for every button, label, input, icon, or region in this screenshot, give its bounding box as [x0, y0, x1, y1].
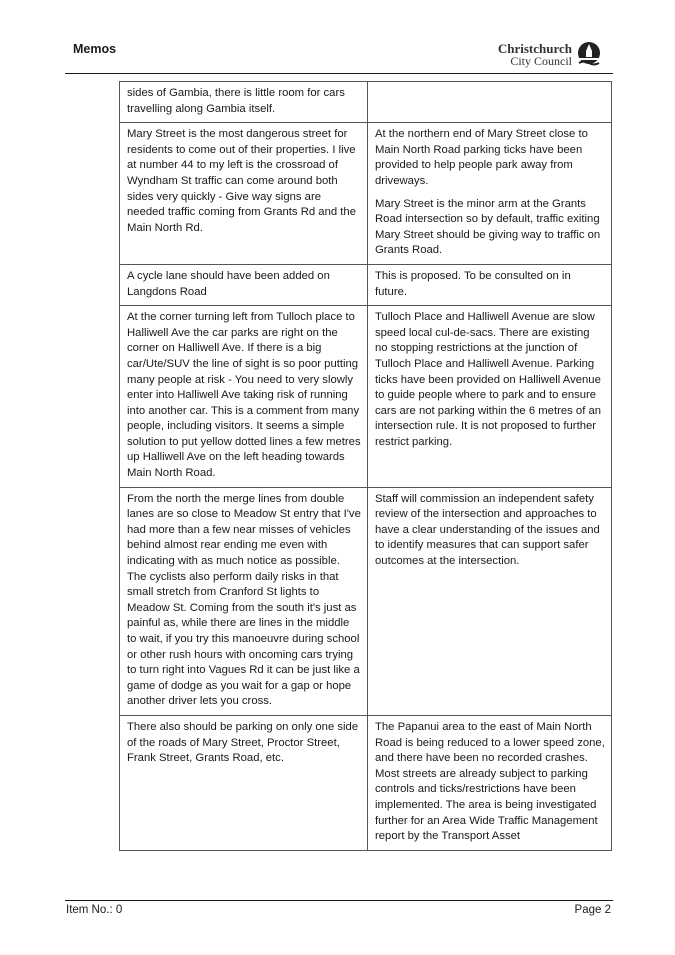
- response-paragraph: Mary Street is the minor arm at the Grants Road intersection so by default, traffic exiting Mary Street should be giving way to traffic on Grants Road.: [375, 197, 601, 257]
- table-row: [120, 264, 612, 305]
- response-paragraph: Staff will commission an independent safety review of the intersection and approaches to have a clear understanding of the issues and to identify measures that can support safer outcomes at the intersection.: [375, 492, 600, 568]
- comment-paragraph: sides of Gambia, there is little room for cars travelling along Gambia itself.: [127, 87, 345, 115]
- page-number: Page 2: [574, 904, 611, 916]
- logo-text-line2: City Council: [510, 54, 572, 68]
- submission-comment-cell: [120, 306, 368, 488]
- submission-comment-cell: [120, 715, 368, 850]
- comment-paragraph: There also should be parking on only one side of the roads of Mary Street, Proctor Street, Frank Street, Grants Road, etc.: [127, 720, 359, 765]
- submission-comment-cell: [120, 264, 368, 305]
- response-paragraph: This is proposed. To be consulted on in future.: [375, 269, 571, 298]
- comment-paragraph: From the north the merge lines from double lanes are so close to Meadow St entry that I've had more than a few near misses of vehicles behind almost rear ending me even with indicating with as much notice as possible. The cyclists also perform daily risks in that small stretch from Cranford St lights to Meadow St. Coming from the south it's just as painful as, while there are lines in the middle to wait, if you try this manoeuvre during school or other rush hours with oncoming cars trying to turn right into Vagues Rd it can be just like a game of dodge as you wait for a gap or hope another driver lets you cross.: [127, 492, 361, 708]
- table-row: [120, 487, 612, 715]
- page-title: Memos: [73, 42, 117, 56]
- table-row: [120, 123, 612, 265]
- staff-response-cell: [368, 82, 612, 123]
- comment-paragraph: Mary Street is the most dangerous street for residents to come out of their properties. I live at number 44 to my left is the crossroad of Wyndham St traffic can come around both sides very quickly - Give way signs are needed traffic coming from Grants Rd and the Main North Rd.: [127, 128, 356, 234]
- footer-divider: [65, 900, 613, 901]
- response-paragraph: At the northern end of Mary Street close to Main North Road parking ticks have been provided to help people park away from driveways.: [375, 128, 588, 187]
- table-row: [120, 306, 612, 488]
- staff-response-cell: [368, 306, 612, 488]
- comment-paragraph: A cycle lane should have been added on Langdons Road: [127, 269, 330, 298]
- table-row: [120, 715, 612, 850]
- response-paragraph: Tulloch Place and Halliwell Avenue are slow speed local cul-de-sacs. There are existing no stopping restrictions at the junction of Tulloch Place and Halliwell Avenue. Parking ticks have been provided on Halliwell Avenue to guide people where to park and to ensure cars are not parking within the 6 metres of an intersection rule. It is not proposed to further restrict parking.: [375, 311, 602, 448]
- table-row: [120, 82, 612, 123]
- submission-comment-cell: [120, 82, 368, 123]
- item-number: Item No.: 0: [66, 904, 123, 916]
- logo-text-line1: Christchurch: [497, 41, 572, 56]
- comment-paragraph: At the corner turning left from Tulloch place to Halliwell Ave the car parks are right on the corner on Halliwell Ave. If there is a big car/Ute/SUV the line of sight is so poor putting many people at risk - You need to very slowly enter into Halliwell Ave taking risk of running into another car. This is a comment from many people, including visitors. It seems a simple solution to put yellow dotted lines a few metres up Halliwell Ave on the left heading towards Main North Road.: [127, 311, 361, 480]
- submission-comment-cell: [120, 487, 368, 715]
- staff-response-cell: [368, 123, 612, 265]
- staff-response-cell: [368, 715, 612, 850]
- submissions-table: [119, 81, 612, 851]
- staff-response-cell: [368, 487, 612, 715]
- response-paragraph: The Papanui area to the east of Main North Road is being reduced to a lower speed zone, and there have been no recorded crashes. Most streets are already subject to parking controls and ticks/restrictions have been implemented. The area is being investigated further for an Area Wide Traffic Management report by the Transport Asset: [375, 720, 605, 843]
- submission-comment-cell: [120, 123, 368, 265]
- staff-response-cell: [368, 264, 612, 305]
